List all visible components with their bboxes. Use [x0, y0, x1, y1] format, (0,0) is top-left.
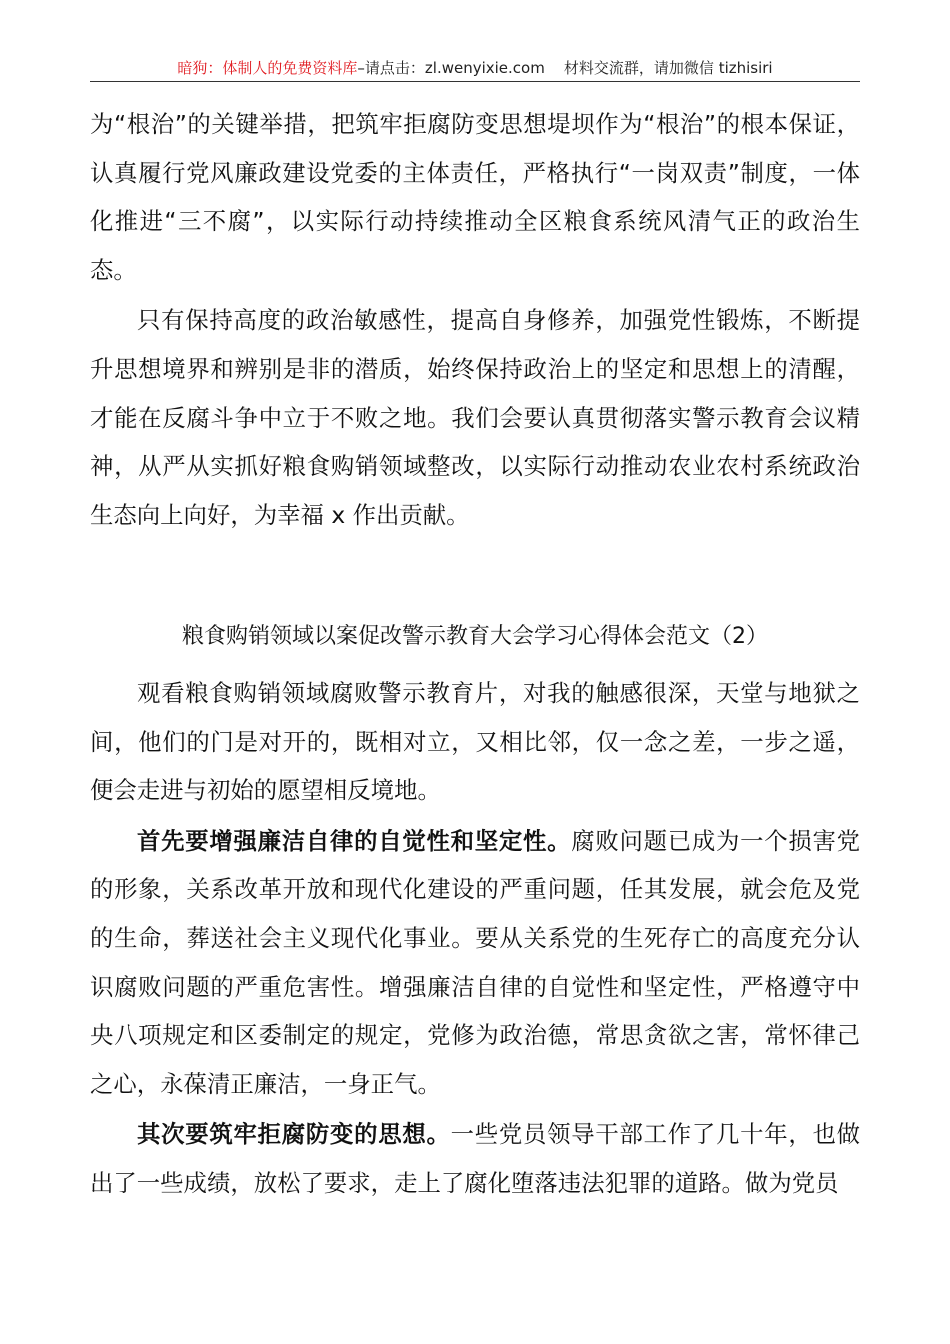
- paragraph: [90, 1110, 860, 1207]
- header-link-text[interactable]: –请点击：zl.wenyixie.com: [357, 59, 545, 77]
- paragraph-continued: 为“根治”的关键举措，把筑牢拒腐防变思想堤坝作为“根治”的根本保证，认真履行党风廉政建设党委的主体责任，严格执行“一岗双责”制度，一体化推进“三不腐”，以实际行动持续推动全区粮食系统风清气正的政治生态。: [90, 110, 860, 284]
- header-brand-text: 暗狗：体制人的免费资料库: [177, 59, 358, 77]
- paragraph-body: 腐败问题已成为一个损害党的形象，关系改革开放和现代化建设的严重问题，任其发展，就会危及党的生命，葬送社会主义现代化事业。要从关系党的生死存亡的高度充分认识腐败问题的严重危害性。增强廉洁自律的自觉性和坚定性，严格遵守中央八项规定和区委制定的规定，党修为政治德，常思贪欲之害，常怀律己之心，永葆清正廉洁，一身正气。: [90, 826, 861, 1098]
- paragraph-lead-bold: 其次要筑牢拒腐防变的思想。: [137, 1120, 451, 1149]
- paragraph: 只有保持高度的政治敏感性，提高自身修养，加强党性锻炼，不断提升思想境界和辨别是非的潜质，始终保持政治上的坚定和思想上的清醒，才能在反腐斗争中立于不败之地。我们会要认真贯彻落实警示教育会议精神，从严从实抓好粮食购销领域整改，以实际行动推动农业农村系统政治生态向上向好，为幸福 x 作出贡献。: [90, 306, 860, 529]
- document-body: [90, 100, 860, 1207]
- paragraph-body: 一些党员领导干部工作了几十年，也做出了一些成绩，放松了要求，走上了腐化堕落违法犯罪的道路。做为党员: [90, 1120, 861, 1197]
- paragraph: [90, 817, 860, 1109]
- section-title: 粮食购销领域以案促改警示教育大会学习心得体会范文（2）: [182, 624, 768, 650]
- header-divider: [90, 81, 860, 82]
- paragraph: 观看粮食购销领域腐败警示教育片，对我的触感很深，天堂与地狱之间，他们的门是对开的，既相对立，又相比邻，仅一念之差，一步之遥，便会走进与初始的愿望相反境地。: [90, 678, 860, 805]
- header-wechat-text: 材料交流群，请加微信 tizhisiri: [563, 59, 773, 77]
- page-header: [90, 56, 860, 80]
- paragraph-lead-bold: 首先要增强廉洁自律的自觉性和坚定性。: [137, 826, 572, 855]
